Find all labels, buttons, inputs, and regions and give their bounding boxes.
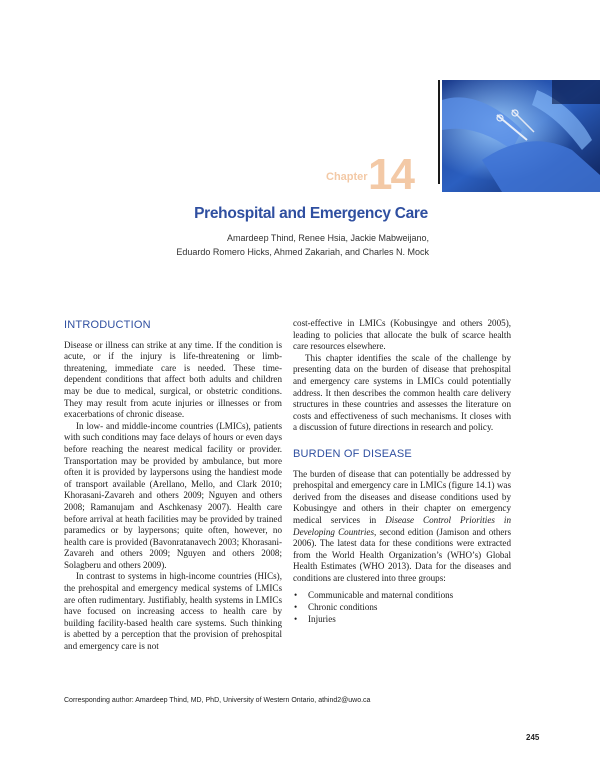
condition-groups-list bbox=[293, 590, 511, 625]
intro-paragraph-1: Disease or illness can strike at any time. If the condition is acute, or if the injury is life-threatening or limb-threatening, immediate care is needed. These time-dependent conditions that affect both adults and children may be due to medical, surgical, or obstetric conditions. They may result from acute injuries or illnesses or from exacerbations of chronic disease. bbox=[64, 339, 282, 420]
list-item-label: Chronic conditions bbox=[308, 602, 378, 613]
bullet-icon: • bbox=[294, 602, 298, 613]
list-item-label: Communicable and maternal conditions bbox=[308, 590, 454, 601]
burden-heading: BURDEN OF DISEASE bbox=[293, 447, 412, 460]
authors-line-1: Amardeep Thind, Renee Hsia, Jackie Mabweijano, bbox=[227, 233, 429, 243]
burden-text-b: , second edition (Jamison and others 2006). The latest data for these conditions were extracted from the World Health Organization’s (WHO’s) Global Health Estimates (WHO 2013). Data for the diseases and conditions are clustered into three groups: bbox=[293, 526, 511, 583]
burden-text-a: The burden of disease that can potentially be addressed by prehospital and emergency care in LMICs (figure 14.1) was derived from the diseases and disease conditions used by Kobusingye and others in their chapter on emergency medical services in bbox=[293, 468, 511, 525]
right-column bbox=[293, 318, 511, 625]
intro-paragraph-2: In low- and middle-income countries (LMICs), patients with such conditions may face delays of hours or even days before reaching the nearest medical facility or provider. Transportation may be provided by ambulance, but more often it is provided by laypersons using the handiest mode of transport available (Arellano, Mello, and Clark 2010; Khorasani-Zavareh and others 2009; Nguyen and others 2008; Ramanujam and Aschkenasy 2007). Health care before arrival at heath facilities may be provided by trained paramedics or by laypersons; quite often, however, no health care is provided (Bavonratanavech 2003; Khorasani-Zavareh and others 2009; Nguyen and others 2008; Solagberu and others 2009). bbox=[64, 420, 282, 570]
list-item bbox=[293, 590, 511, 602]
header-vertical-rule bbox=[438, 80, 440, 184]
author-list bbox=[176, 232, 429, 259]
intro-paragraph-3: In contrast to systems in high-income countries (HICs), the prehospital and emergency medical systems of LMICs are often rudimentary. Justifiably, health systems in LMICs have focused on increasing access to health care by building facility-based health care systems. Such thinking is abetted by a perception that the provision of prehospital and emergency care is not bbox=[64, 571, 282, 652]
corresponding-author-footnote: Corresponding author: Amardeep Thind, MD, PhD, University of Western Ontario, athind2@uwo.ca bbox=[64, 697, 371, 704]
authors-line-2: Eduardo Romero Hicks, Ahmed Zakariah, and Charles N. Mock bbox=[176, 246, 429, 257]
page-number: 245 bbox=[526, 733, 540, 742]
list-item bbox=[293, 614, 511, 626]
chapter-label: Chapter bbox=[326, 171, 368, 183]
chapter-cover-photo bbox=[442, 80, 600, 192]
burden-book-title: Disease Control Priorities in Developing Countries bbox=[293, 514, 511, 537]
burden-paragraph-1 bbox=[293, 469, 511, 585]
bullet-icon: • bbox=[294, 613, 298, 624]
chapter-title: Prehospital and Emergency Care bbox=[194, 205, 428, 222]
left-column bbox=[64, 318, 282, 653]
surgical-hands-photo-icon bbox=[442, 80, 600, 192]
intro-paragraph-5: This chapter identifies the scale of the challenge by presenting data on the burden of disease that prehospital and emergency care systems in LMICs could potentially address. It then describes the common health care delivery structures in these countries and assesses the literature on costs and effectiveness of such mechanisms. It closes with a discussion of future directions in research and policy. bbox=[293, 352, 511, 433]
list-item-label: Injuries bbox=[308, 613, 336, 624]
chapter-number: 14 bbox=[368, 150, 413, 199]
list-item bbox=[293, 602, 511, 614]
intro-paragraph-4: cost-effective in LMICs (Kobusingye and others 2005), leading to policies that allocate the bulk of scarce health care resources elsewhere. bbox=[293, 318, 511, 352]
bullet-icon: • bbox=[294, 590, 298, 601]
introduction-heading: INTRODUCTION bbox=[64, 319, 151, 331]
